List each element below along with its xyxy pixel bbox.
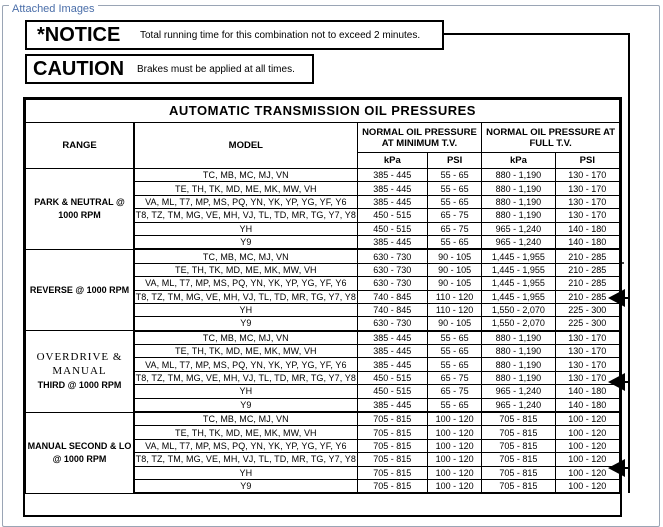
min-psi-cell: 90 - 105 (427, 249, 481, 263)
model-cell: YH (134, 303, 357, 316)
range-label: REVERSE @ 1000 RPM (29, 284, 130, 295)
range-label: MANUAL SECOND & LO @ 1000 RPM (27, 440, 132, 464)
full-psi-cell: 210 - 285 (555, 263, 619, 276)
model-cell: TE, TH, TK, MD, ME, MK, MW, VH (134, 426, 357, 439)
oil-pressure-table (23, 97, 622, 517)
model-cell: T8, TZ, TM, MG, VE, MH, VJ, TL, TD, MR, TG, Y7, Y8 (135, 454, 357, 465)
min-psi-header: PSI (427, 153, 481, 169)
full-kpa-cell: 880 - 1,190 (482, 358, 555, 371)
min-kpa-cell: 385 - 445 (357, 235, 427, 249)
model-cell: Y9 (134, 317, 357, 331)
model-cell: TE, TH, TK, MD, ME, MK, MW, VH (134, 182, 357, 195)
full-kpa-cell: 880 - 1,190 (482, 195, 555, 208)
model-header: MODEL (134, 123, 357, 169)
full-tv-header-text: NORMAL OIL PRESSURE AT FULL T.V. (486, 126, 616, 149)
full-psi-cell: 100 - 120 (555, 479, 619, 493)
pointer-arrow-line (625, 297, 630, 299)
min-psi-cell: 55 - 65 (427, 398, 481, 412)
full-psi-cell: 130 - 170 (555, 345, 619, 358)
full-kpa-cell: 880 - 1,190 (482, 169, 555, 182)
full-kpa-cell: 965 - 1,240 (482, 235, 555, 249)
range-cell (26, 412, 135, 493)
full-psi-cell: 140 - 180 (555, 398, 619, 412)
min-psi-cell: 55 - 65 (427, 345, 481, 358)
model-cell: YH (134, 466, 357, 479)
full-psi-cell: 130 - 170 (555, 331, 619, 345)
full-kpa-cell: 1,445 - 1,955 (482, 290, 555, 303)
full-kpa-cell: 1,445 - 1,955 (482, 277, 555, 290)
model-cell: VA, ML, T7, MP, MS, PQ, YN, YK, YP, YG, YF, Y6 (134, 358, 357, 371)
min-psi-cell: 55 - 65 (427, 169, 481, 182)
table-title: AUTOMATIC TRANSMISSION OIL PRESSURES (26, 100, 620, 123)
min-psi-cell: 55 - 65 (427, 182, 481, 195)
notice-box (25, 20, 444, 50)
min-kpa-cell: 630 - 730 (357, 277, 427, 290)
full-psi-cell: 100 - 120 (555, 453, 619, 466)
min-psi-cell: 110 - 120 (427, 290, 481, 303)
full-kpa-cell: 705 - 815 (482, 412, 555, 426)
full-psi-cell: 130 - 170 (555, 195, 619, 208)
table-row (26, 331, 620, 345)
min-psi-cell: 100 - 120 (427, 453, 481, 466)
model-cell: TE, TH, TK, MD, ME, MK, MW, VH (134, 263, 357, 276)
min-psi-cell: 65 - 75 (427, 222, 481, 235)
min-kpa-header: kPa (357, 153, 427, 169)
pointer-arrow-icon (608, 373, 625, 391)
pointer-arrow-icon (608, 289, 625, 307)
full-psi-cell: 210 - 285 (555, 249, 619, 263)
model-cell: Y9 (134, 235, 357, 249)
min-tv-header-text: NORMAL OIL PRESSURE AT MINIMUM T.V. (362, 126, 477, 149)
model-cell: Y9 (134, 479, 357, 493)
full-kpa-cell: 965 - 1,240 (482, 222, 555, 235)
full-psi-cell: 130 - 170 (555, 182, 619, 195)
caution-heading: CAUTION (33, 58, 125, 80)
min-psi-cell: 90 - 105 (427, 277, 481, 290)
min-psi-cell: 90 - 105 (427, 263, 481, 276)
full-kpa-cell: 705 - 815 (482, 426, 555, 439)
min-kpa-cell: 450 - 515 (357, 222, 427, 235)
min-kpa-cell: 385 - 445 (357, 345, 427, 358)
min-kpa-cell: 385 - 445 (357, 358, 427, 371)
full-kpa-cell: 705 - 815 (482, 439, 555, 452)
table-body (26, 169, 620, 494)
connector-line (628, 33, 630, 493)
min-kpa-cell: 385 - 445 (357, 182, 427, 195)
model-cell: TC, MB, MC, MJ, VN (134, 412, 357, 426)
range-sublabel: THIRD @ 1000 RPM (37, 380, 122, 391)
full-kpa-cell: 705 - 815 (482, 479, 555, 493)
attachment-legend: Attached Images (9, 4, 98, 15)
caution-text: Brakes must be applied at all times. (137, 64, 295, 75)
notice-text: Total running time for this combination not to exceed 2 minutes. (140, 30, 421, 41)
model-cell: YH (134, 222, 357, 235)
range-cell (26, 249, 135, 330)
notice-heading: *NOTICE (37, 24, 121, 46)
full-kpa-cell: 880 - 1,190 (482, 209, 555, 222)
min-kpa-cell: 705 - 815 (357, 412, 427, 426)
connector-line (442, 33, 630, 35)
min-psi-cell: 55 - 65 (427, 331, 481, 345)
model-cell: Y9 (134, 398, 357, 412)
model-cell: TE, TH, TK, MD, ME, MK, MW, VH (134, 345, 357, 358)
full-psi-cell: 140 - 180 (555, 235, 619, 249)
model-cell: YH (134, 385, 357, 398)
min-kpa-cell: 705 - 815 (357, 426, 427, 439)
min-kpa-cell: 705 - 815 (357, 453, 427, 466)
speck (622, 262, 624, 264)
model-cell: TC, MB, MC, MJ, VN (134, 331, 357, 345)
table-row (26, 249, 620, 263)
min-kpa-cell: 385 - 445 (357, 331, 427, 345)
model-cell: VA, ML, T7, MP, MS, PQ, YN, YK, YP, YG, YF, Y6 (134, 195, 357, 208)
range-label: PARK & NEUTRAL @ 1000 RPM (34, 196, 125, 220)
caution-box (25, 54, 314, 84)
min-kpa-cell: 630 - 730 (357, 317, 427, 331)
full-kpa-header: kPa (482, 153, 555, 169)
model-cell: T8, TZ, TM, MG, VE, MH, VJ, TL, TD, MR, TG, Y7, Y8 (135, 373, 357, 384)
min-kpa-cell: 385 - 445 (357, 195, 427, 208)
min-kpa-cell: 740 - 845 (357, 303, 427, 316)
full-kpa-cell: 1,550 - 2,070 (482, 303, 555, 316)
full-kpa-cell: 1,550 - 2,070 (482, 317, 555, 331)
range-label: OVERDRIVE & MANUAL (36, 351, 123, 378)
min-kpa-cell: 705 - 815 (357, 466, 427, 479)
min-kpa-cell: 630 - 730 (357, 263, 427, 276)
pointer-arrow-icon (608, 459, 625, 477)
full-kpa-cell: 880 - 1,190 (482, 182, 555, 195)
full-psi-cell: 100 - 120 (555, 466, 619, 479)
min-psi-cell: 55 - 65 (427, 358, 481, 371)
full-psi-cell: 130 - 170 (555, 371, 619, 384)
min-psi-cell: 100 - 120 (427, 412, 481, 426)
full-psi-cell: 100 - 120 (555, 426, 619, 439)
min-kpa-cell: 385 - 445 (357, 169, 427, 182)
min-psi-cell: 100 - 120 (427, 426, 481, 439)
min-kpa-cell: 450 - 515 (357, 209, 427, 222)
full-psi-cell: 140 - 180 (555, 385, 619, 398)
table-row (26, 169, 620, 182)
full-kpa-cell: 705 - 815 (482, 453, 555, 466)
model-cell: T8, TZ, TM, MG, VE, MH, VJ, TL, TD, MR, TG, Y7, Y8 (135, 210, 357, 221)
min-psi-cell: 55 - 65 (427, 195, 481, 208)
full-kpa-cell: 1,445 - 1,955 (482, 249, 555, 263)
min-psi-cell: 100 - 120 (427, 466, 481, 479)
full-kpa-cell: 880 - 1,190 (482, 345, 555, 358)
min-psi-cell: 100 - 120 (427, 479, 481, 493)
full-psi-header: PSI (555, 153, 619, 169)
model-cell: VA, ML, T7, MP, MS, PQ, YN, YK, YP, YG, YF, Y6 (134, 277, 357, 290)
full-psi-cell: 210 - 285 (555, 277, 619, 290)
min-kpa-cell: 450 - 515 (357, 385, 427, 398)
range-cell (26, 331, 135, 412)
pointer-arrow-line (625, 381, 630, 383)
model-cell: VA, ML, T7, MP, MS, PQ, YN, YK, YP, YG, YF, Y6 (134, 439, 357, 452)
full-psi-cell: 100 - 120 (555, 412, 619, 426)
min-kpa-cell: 450 - 515 (357, 371, 427, 384)
min-psi-cell: 100 - 120 (427, 439, 481, 452)
min-psi-cell: 55 - 65 (427, 235, 481, 249)
min-kpa-cell: 705 - 815 (357, 479, 427, 493)
min-psi-cell: 65 - 75 (427, 385, 481, 398)
min-kpa-cell: 630 - 730 (357, 249, 427, 263)
full-psi-cell: 225 - 300 (555, 303, 619, 316)
full-tv-header (482, 123, 620, 153)
range-cell (26, 169, 135, 250)
full-psi-cell: 100 - 120 (555, 439, 619, 452)
range-header: RANGE (26, 123, 135, 169)
min-psi-cell: 110 - 120 (427, 303, 481, 316)
full-psi-cell: 225 - 300 (555, 317, 619, 331)
full-psi-cell: 130 - 170 (555, 358, 619, 371)
full-kpa-cell: 965 - 1,240 (482, 385, 555, 398)
full-psi-cell: 210 - 285 (555, 290, 619, 303)
model-cell: T8, TZ, TM, MG, VE, MH, VJ, TL, TD, MR, TG, Y7, Y8 (135, 291, 357, 302)
full-kpa-cell: 965 - 1,240 (482, 398, 555, 412)
full-psi-cell: 130 - 170 (555, 209, 619, 222)
min-psi-cell: 65 - 75 (427, 371, 481, 384)
model-cell: TC, MB, MC, MJ, VN (134, 249, 357, 263)
model-cell: TC, MB, MC, MJ, VN (134, 169, 357, 182)
min-kpa-cell: 705 - 815 (357, 439, 427, 452)
min-psi-cell: 90 - 105 (427, 317, 481, 331)
full-kpa-cell: 705 - 815 (482, 466, 555, 479)
min-kpa-cell: 740 - 845 (357, 290, 427, 303)
pointer-arrow-line (625, 467, 630, 469)
full-psi-cell: 130 - 170 (555, 169, 619, 182)
full-psi-cell: 140 - 180 (555, 222, 619, 235)
full-kpa-cell: 1,445 - 1,955 (482, 263, 555, 276)
min-tv-header (357, 123, 482, 153)
table-row (26, 412, 620, 426)
full-kpa-cell: 880 - 1,190 (482, 371, 555, 384)
min-kpa-cell: 385 - 445 (357, 398, 427, 412)
full-kpa-cell: 880 - 1,190 (482, 331, 555, 345)
min-psi-cell: 65 - 75 (427, 209, 481, 222)
